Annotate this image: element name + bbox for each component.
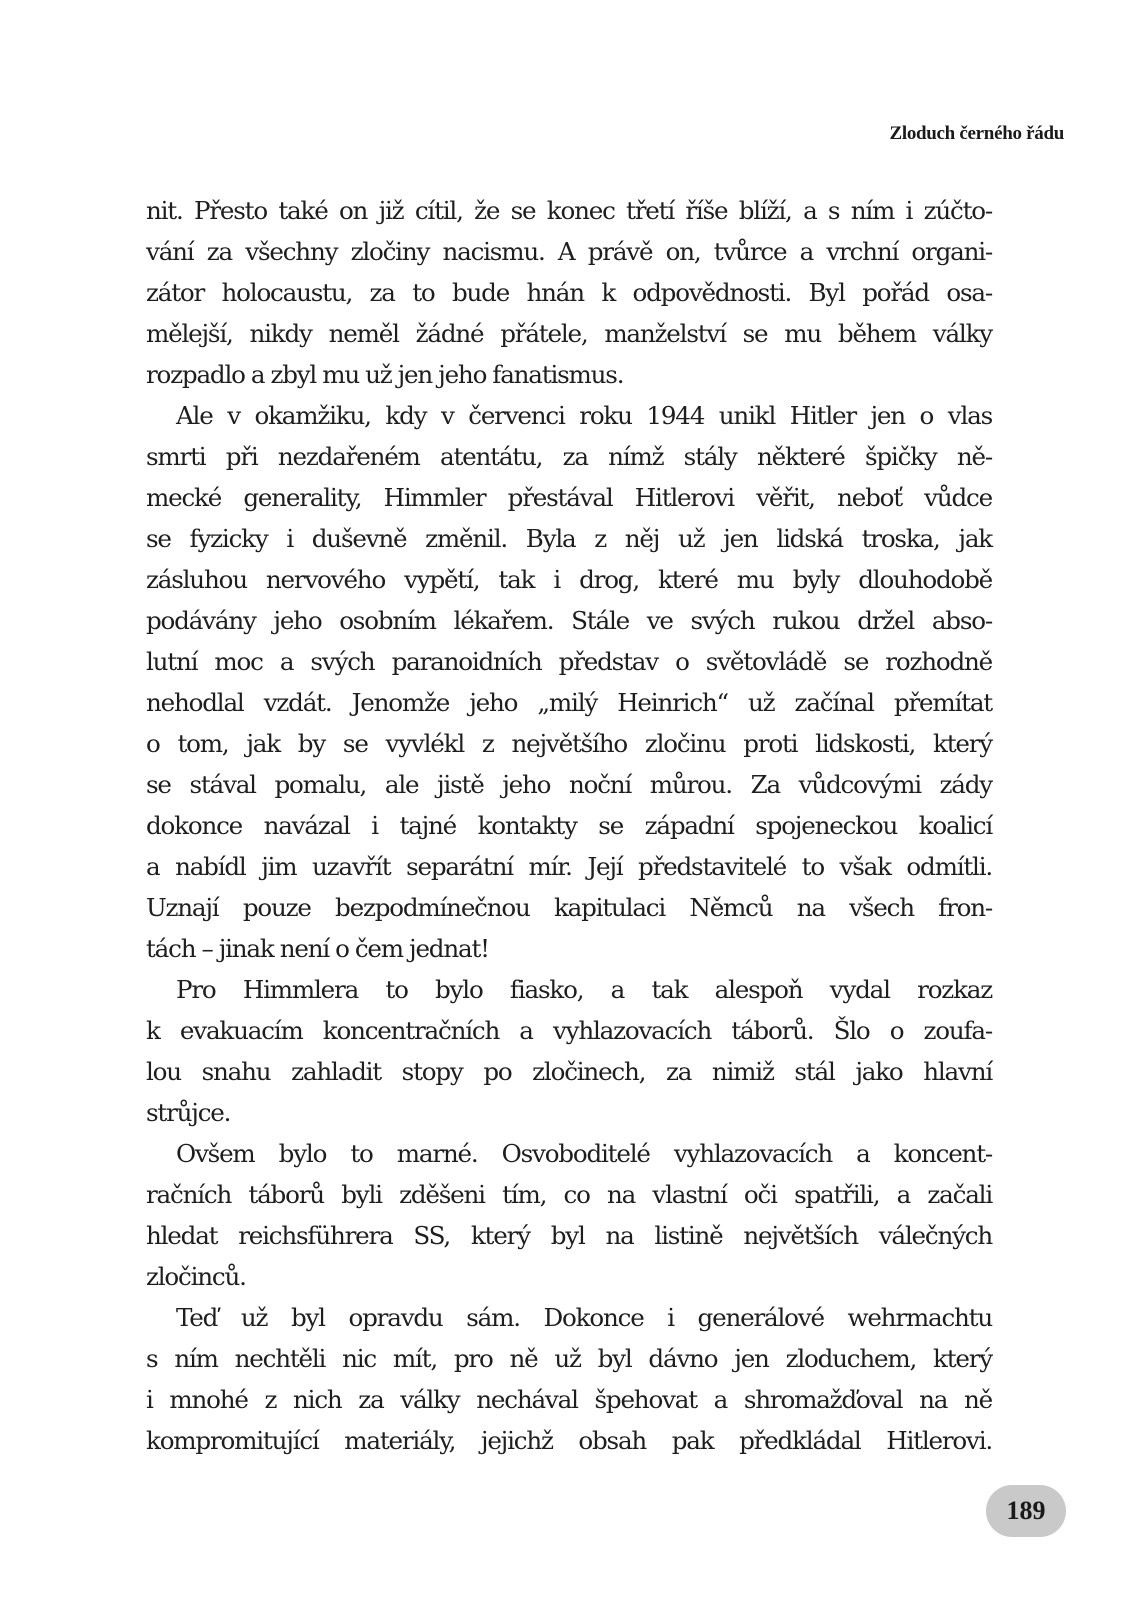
text-line: se stával pomalu, ale jistě jeho noční můrou. Za vůdcovými zády bbox=[146, 770, 992, 799]
text-line: a nabídl jim uzavřít separátní mír. Její představitelé to však odmítli. bbox=[146, 852, 992, 881]
text-line: nehodlal vzdát. Jenomže jeho „milý Heinrich“ už začínal přemítat bbox=[146, 688, 992, 717]
text-line: lou snahu zahladit stopy po zločinech, za nimiž stál jako hlavní bbox=[146, 1057, 992, 1086]
paragraph-1 bbox=[146, 190, 992, 395]
paragraph-4 bbox=[146, 1133, 992, 1297]
text-line: dokonce navázal i tajné kontakty se západní spojeneckou koalicí bbox=[146, 811, 992, 840]
page-number-badge bbox=[986, 1485, 1066, 1537]
text-line: se fyzicky i duševně změnil. Byla z něj už jen lidská troska, jak bbox=[146, 524, 992, 553]
text-line: rozpadlo a zbyl mu už jen jeho fanatismus. bbox=[146, 360, 624, 389]
text-line: lutní moc a svých paranoidních představ o světovládě se rozhodně bbox=[146, 647, 992, 676]
text-line: zločinců. bbox=[146, 1262, 246, 1291]
text-line: vání za všechny zločiny nacismu. A právě on, tvůrce a vrchní organi- bbox=[146, 237, 992, 266]
page-number: 189 bbox=[1006, 1496, 1046, 1525]
text-line: račních táborů byli zděšeni tím, co na vlastní oči spatřili, a začali bbox=[146, 1180, 992, 1209]
text-line: Ale v okamžiku, kdy v červenci roku 1944 unikl Hitler jen o vlas bbox=[176, 401, 992, 430]
text-line: smrti při nezdařeném atentátu, za nímž stály některé špičky ně- bbox=[146, 442, 992, 471]
text-line: mělejší, nikdy neměl žádné přátele, manželství se mu během války bbox=[146, 319, 992, 348]
text-line: tách – jinak není o čem jednat! bbox=[146, 934, 489, 963]
text-line: zátor holocaustu, za to bude hnán k odpovědnosti. Byl pořád osa- bbox=[146, 278, 992, 307]
running-header: Zloduch černého řádu bbox=[889, 123, 1064, 144]
text-line: i mnohé z nich za války nechával špehovat a shromažďoval na ně bbox=[146, 1385, 992, 1414]
text-line: strůjce. bbox=[146, 1098, 231, 1127]
text-line: podávány jeho osobním lékařem. Stále ve svých rukou držel abso- bbox=[146, 606, 992, 635]
body-text bbox=[146, 190, 992, 1461]
text-line: zásluhou nervového vypětí, tak i drog, které mu byly dlouhodobě bbox=[146, 565, 992, 594]
text-line: Ovšem bylo to marné. Osvoboditelé vyhlazovacích a koncent- bbox=[176, 1139, 992, 1168]
text-line: Teď už byl opravdu sám. Dokonce i generálové wehrmachtu bbox=[176, 1303, 992, 1332]
paragraph-2 bbox=[146, 395, 992, 969]
text-line: s ním nechtěli nic mít, pro ně už byl dávno jen zloduchem, který bbox=[146, 1344, 992, 1373]
text-line: mecké generality, Himmler přestával Hitlerovi věřit, neboť vůdce bbox=[146, 483, 992, 512]
text-line: nit. Přesto také on již cítil, že se konec třetí říše blíží, a s ním i zúčto- bbox=[146, 196, 992, 225]
paragraph-5 bbox=[146, 1297, 992, 1461]
text-line: o tom, jak by se vyvlékl z největšího zločinu proti lidskosti, který bbox=[146, 729, 992, 758]
text-line: hledat reichsführera SS, který byl na listině největších válečných bbox=[146, 1221, 992, 1250]
paragraph-3 bbox=[146, 969, 992, 1133]
text-line: Uznají pouze bezpodmínečnou kapitulaci Němců na všech fron- bbox=[146, 893, 992, 922]
text-line: Pro Himmlera to bylo fiasko, a tak alespoň vydal rozkaz bbox=[176, 975, 992, 1004]
text-line: k evakuacím koncentračních a vyhlazovacích táborů. Šlo o zoufa- bbox=[146, 1016, 992, 1045]
text-line: kompromitující materiály, jejichž obsah pak předkládal Hitlerovi. bbox=[146, 1426, 992, 1455]
